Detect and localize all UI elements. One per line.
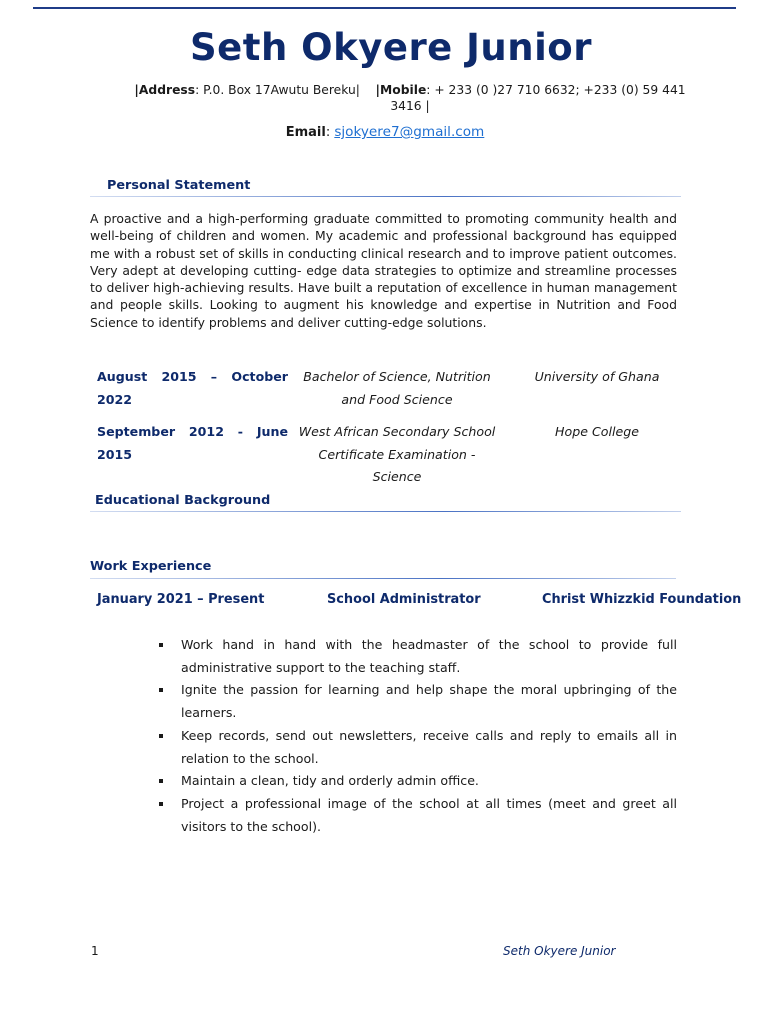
work-experience-heading: Work Experience <box>90 559 212 574</box>
footer-author: Seth Okyere Junior <box>503 944 616 958</box>
education-heading: Educational Background <box>95 493 271 508</box>
education-date-end: 2022 <box>97 391 133 407</box>
email-link[interactable]: sjokyere7@gmail.com <box>334 124 485 140</box>
list-item: Ignite the passion for learning and help shape the moral upbringing of the learners. <box>158 679 677 724</box>
job-period: January 2021 – Present <box>97 592 265 607</box>
education-date-end: 2015 <box>97 446 133 462</box>
list-item: Work hand in hand with the headmaster of the school to provide full administrative support to the teaching staff. <box>158 634 677 679</box>
address-label: |Address <box>134 83 196 97</box>
page-number: 1 <box>91 944 99 958</box>
education-date: August 2015 – October <box>97 369 288 384</box>
top-rule <box>33 7 736 9</box>
section-divider <box>90 511 681 512</box>
mobile-label: |Mobile <box>375 83 427 97</box>
education-date: September 2012 - June <box>97 424 288 439</box>
address-value: : P.0. Box 17Awutu Bereku| <box>195 83 360 97</box>
education-degree: Bachelor of Science, Nutrition and Food Science <box>303 369 491 407</box>
education-entry <box>97 366 697 416</box>
email-line <box>0 124 768 140</box>
list-item: Maintain a clean, tidy and orderly admin office. <box>158 770 677 793</box>
mobile-value: : + 233 (0 )27 710 6632; +233 (0) 59 441 3416 | <box>390 83 686 113</box>
personal-statement-text: A proactive and a high-performing graduate committed to promoting community health and well-being of children and women. My academic and professional background has equipped me with a robust set of skills in conducting clinical research and to improve patient outcomes. Very adept at developing cutting- edge data strategies to optimize and streamline processes to deliver high-achieving results. Have built a reputation of excellence in human management and people skills. Looking to augment his knowledge and expertise in Nutrition and Food Science to identify problems and deliver cutting-edge solutions. <box>90 211 677 330</box>
section-divider <box>90 578 676 579</box>
page-title: Seth Okyere Junior <box>190 26 592 69</box>
personal-statement-heading: Personal Statement <box>107 178 251 193</box>
list-item: Keep records, send out newsletters, receive calls and reply to emails all in relation to the school. <box>158 725 677 770</box>
job-role: School Administrator <box>327 592 481 607</box>
education-institution: University of Ghana <box>534 369 660 384</box>
education-entry <box>97 421 697 491</box>
education-degree: West African Secondary School Certificate Examination - Science <box>298 424 496 484</box>
education-institution: Hope College <box>555 424 639 439</box>
section-divider <box>90 196 681 197</box>
list-item: Project a professional image of the school at all times (meet and greet all visitors to the school). <box>158 793 677 838</box>
contact-line <box>130 82 690 114</box>
email-separator: : <box>325 125 335 140</box>
email-label: Email <box>285 125 326 140</box>
job-organization: Christ Whizzkid Foundation <box>542 592 742 607</box>
duty-list <box>158 634 677 838</box>
